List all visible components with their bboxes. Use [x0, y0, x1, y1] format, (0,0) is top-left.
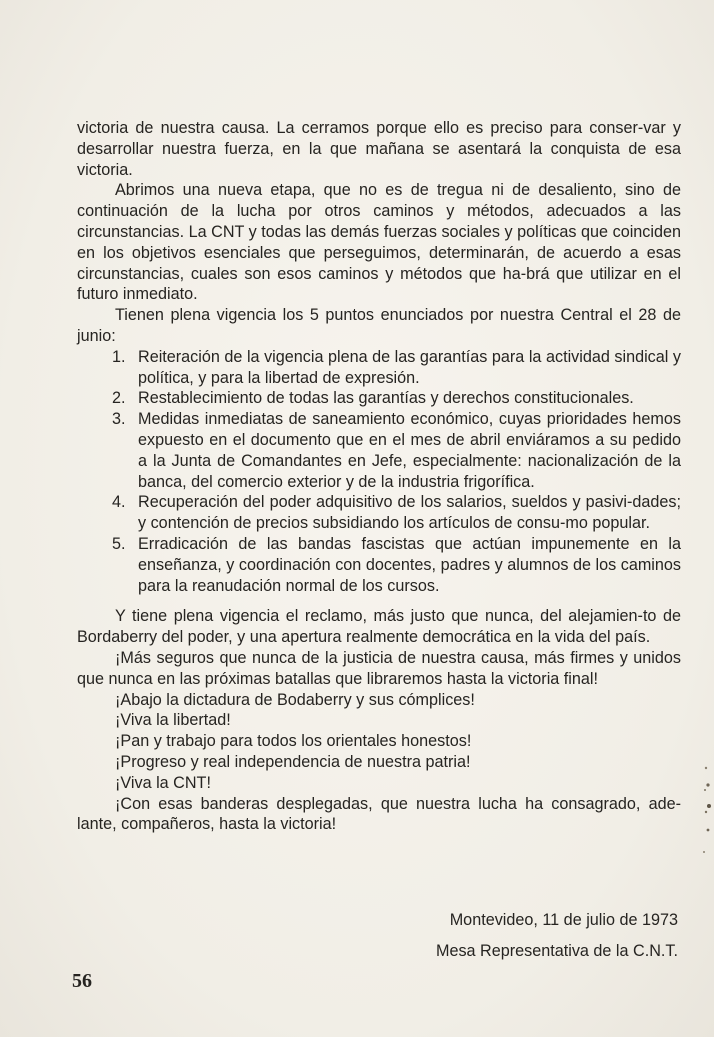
paragraph-5: ¡Más seguros que nunca de la justicia de nuestra causa, más firmes y unidos que nunca en las próximas batallas que libraremos hasta la victoria final!: [77, 648, 681, 688]
body-text: [77, 118, 681, 835]
exclamation-line: ¡Pan y trabajo para todos los orientales honestos!: [115, 732, 472, 751]
list-text: Reiteración de la vigencia plena de las garantías para la actividad sindical y política, y para la libertad de expresión.: [138, 347, 681, 387]
paragraph-3: Tienen plena vigencia los 5 puntos enunciados por nuestra Central el 28 de junio:: [77, 306, 681, 345]
signature-place-date: Montevideo, 11 de julio de 1973: [449, 911, 678, 929]
list-item: [77, 347, 681, 389]
list-number: 2.: [112, 389, 126, 408]
exclamation-line: ¡Abajo la dictadura de Bodaberry y sus cómplices!: [115, 690, 475, 709]
paper-specks-decoration: [696, 760, 712, 870]
list-number: 5.: [112, 534, 126, 553]
paragraph-2: Abrimos una nueva etapa, que no es de tregua ni de desaliento, sino de continuación de la lucha por otros caminos y métodos, adecuados a las circunstancias. La CNT y todas las demás fuerzas sociales y políticas que coinciden en los objetivos esenciales que perseguimos, determinarán, de acuerdo a esas circunstancias, cuales son esos caminos y métodos que ha-brá que utilizar en el futuro inmediato.: [77, 181, 681, 304]
list-number: 1.: [112, 347, 126, 366]
signature-signer: Mesa Representativa de la C.N.T.: [435, 942, 678, 960]
exclamation-line: ¡Progreso y real independencia de nuestra patria!: [115, 752, 471, 771]
paragraph-1: victoria de nuestra causa. La cerramos porque ello es preciso para conser-var y desarrollar nuestra fuerza, en la que mañana se asentará la conquista de esa victoria.: [77, 119, 681, 179]
points-list: [77, 347, 681, 597]
list-item: [77, 388, 681, 409]
list-number: 3.: [112, 410, 126, 429]
list-item: [77, 534, 681, 596]
list-number: 4.: [112, 493, 126, 512]
paragraph-4: Y tiene plena vigencia el reclamo, más justo que nunca, del alejamien-to de Bordaberry del poder, y una apertura realmente democrática en la vida del país.: [77, 607, 681, 647]
list-item: [77, 492, 681, 534]
paragraph-6: ¡Con esas banderas desplegadas, que nuestra lucha ha consagrado, ade-lante, compañeros, hasta la victoria!: [77, 794, 681, 834]
exclamation-line: ¡Viva la libertad!: [115, 711, 231, 730]
list-text: Restablecimiento de todas las garantías y derechos constitucionales.: [138, 389, 634, 408]
list-item: [77, 409, 681, 492]
list-text: Erradicación de las bandas fascistas que actúan impunemente en la enseñanza, y coordinación con docentes, padres y alumnos de los caminos para la reanudación normal de los cursos.: [138, 534, 681, 595]
page-number: 56: [72, 970, 92, 992]
list-text: Recuperación del poder adquisitivo de los salarios, sueldos y pasivi-dades; y contención de precios subsidiando los artículos de consu-mo popular.: [138, 493, 681, 533]
exclamation-line: ¡Viva la CNT!: [115, 773, 211, 792]
list-text: Medidas inmediatas de saneamiento económico, cuyas prioridades hemos expuesto en el documento que en el mes de abril enviáramos a su pedido a la Junta de Comandantes en Jefe, especialmente: nacionalización de la banca, del comercio exterior y de la industria frigorífica.: [138, 410, 681, 491]
